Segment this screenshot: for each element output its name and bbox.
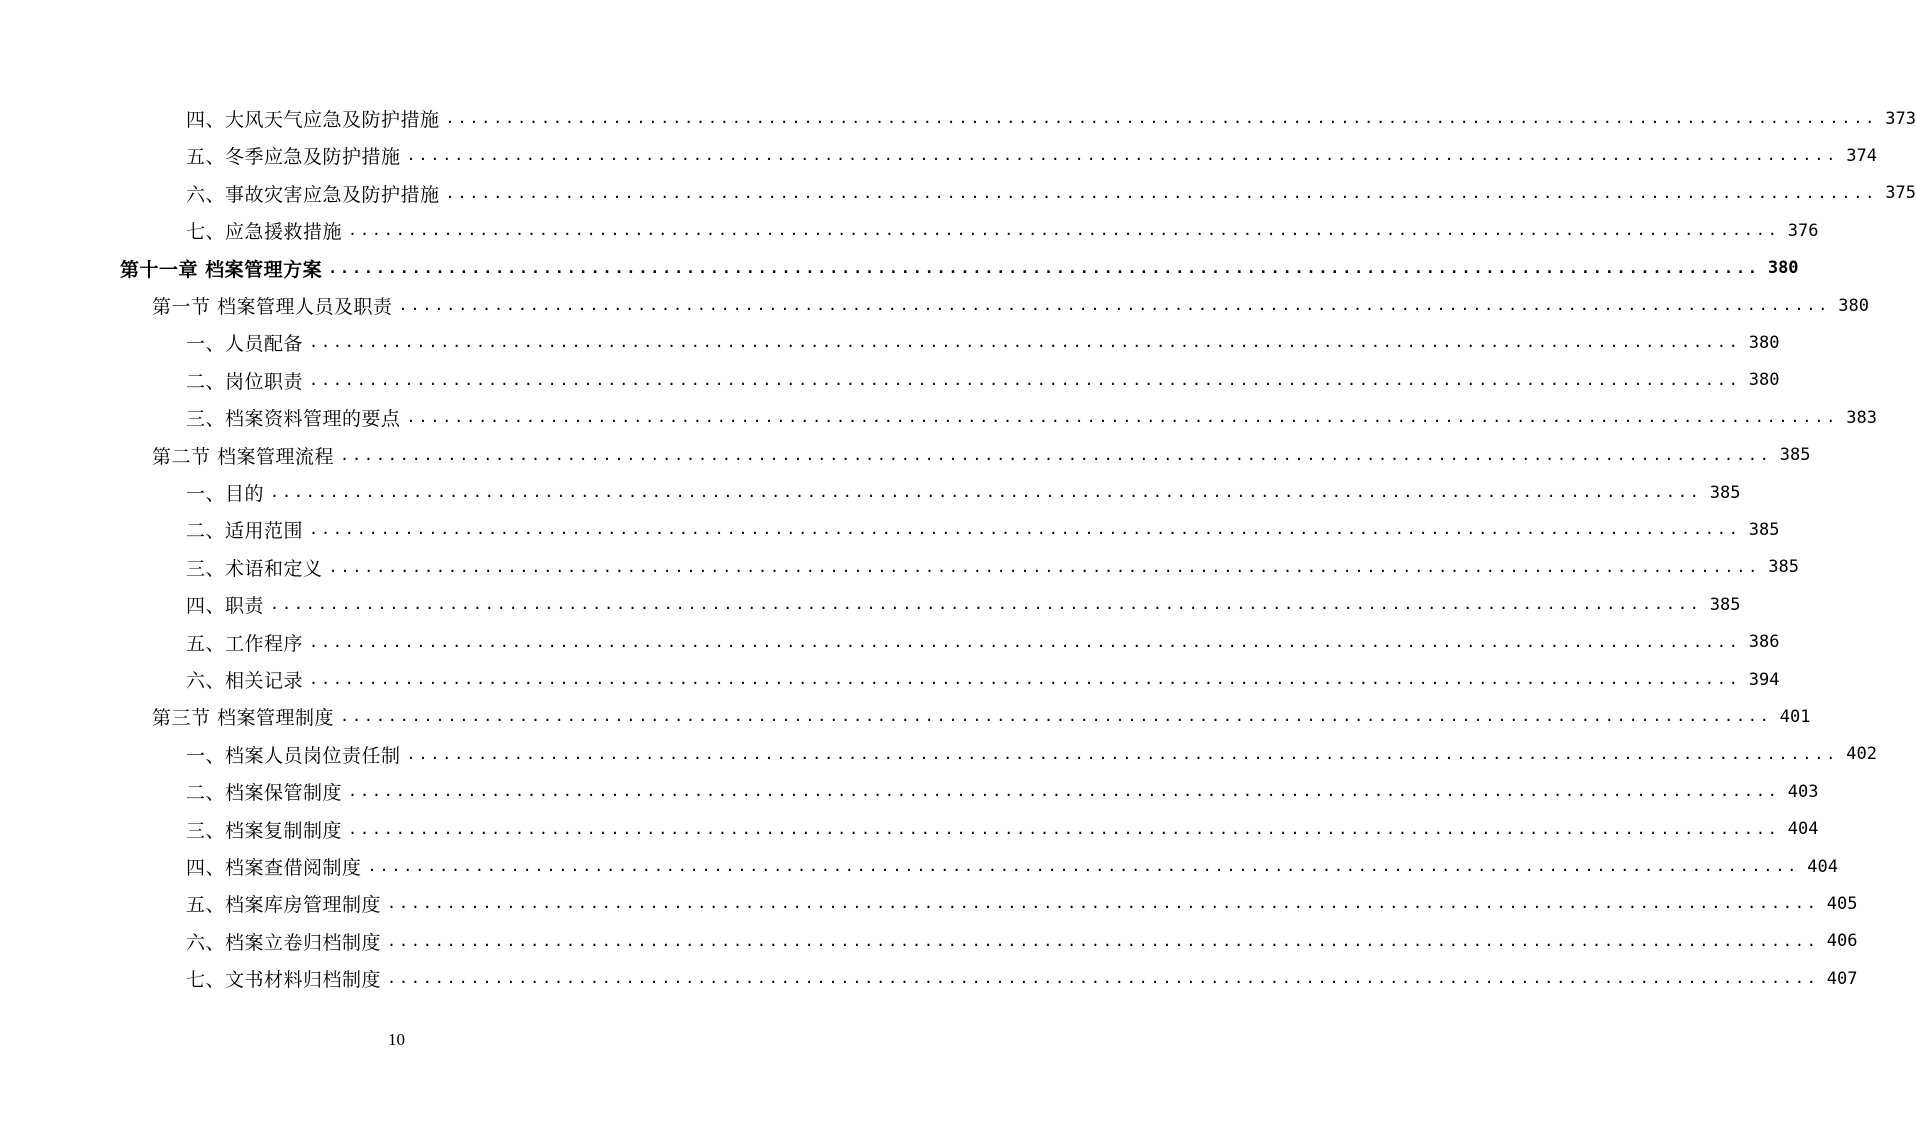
toc-entry-label: 六、档案立卷归档制度 — [186, 931, 382, 954]
toc-dot-leader: ........................................................................................................................ — [309, 670, 1741, 688]
toc-entry-page-number: 373 — [1885, 108, 1916, 129]
toc-dot-leader: ........................................................................................................................ — [348, 782, 1780, 801]
toc-entry-page-number: 376 — [1787, 220, 1819, 241]
toc-entry-label: 三、术语和定义 — [186, 557, 323, 580]
toc-entry-page-number: 385 — [1709, 482, 1741, 503]
toc-entry-label: 七、文书材料归档制度 — [186, 969, 382, 992]
toc-dot-leader: ........................................................................................................................ — [387, 931, 1819, 950]
toc-entry[interactable] — [186, 362, 1780, 399]
toc-entry-page-number: 394 — [1748, 669, 1780, 690]
toc-dot-leader: ........................................................................................................................ — [270, 483, 1702, 501]
toc-entry-page-number: 385 — [1748, 519, 1780, 540]
toc-entry-page-number: 380 — [1748, 332, 1780, 353]
toc-entry-page-number: 404 — [1787, 819, 1819, 840]
toc-dot-leader: ........................................................................................................................ — [348, 819, 1780, 838]
toc-dot-leader: ........................................................................................................................ — [309, 632, 1741, 651]
toc-entry-page-number: 403 — [1787, 781, 1819, 802]
toc-dot-leader: ........................................................................................................................ — [445, 109, 1878, 127]
toc-entry-label: 一、人员配备 — [186, 333, 304, 356]
toc-entry-page-number: 380 — [1838, 295, 1869, 316]
toc-entry[interactable] — [186, 474, 1741, 511]
toc-entry[interactable] — [186, 960, 1858, 997]
toc-dot-leader: ........................................................................................................................ — [340, 707, 1772, 726]
page-number: 10 — [388, 1030, 405, 1049]
toc-dot-leader: ........................................................................................................................ — [270, 595, 1702, 614]
toc-entry-label: 第一节 档案管理人员及职责 — [152, 296, 393, 318]
toc-entry-page-number: 374 — [1846, 145, 1877, 166]
toc-entry[interactable] — [186, 661, 1780, 698]
toc-entry-label: 五、工作程序 — [186, 632, 304, 655]
toc-dot-leader: ........................................................................................................................ — [309, 333, 1741, 352]
toc-entry-label: 二、岗位职责 — [186, 370, 304, 393]
toc-entry-page-number: 375 — [1885, 183, 1916, 204]
toc-entry[interactable] — [186, 399, 1877, 436]
toc-dot-leader: ........................................................................................................................ — [309, 370, 1741, 389]
toc-entry[interactable] — [120, 250, 1799, 287]
toc-dot-leader: ........................................................................................................................ — [445, 183, 1878, 202]
toc-entry-page-number: 404 — [1807, 856, 1838, 877]
toc-entry[interactable] — [186, 324, 1780, 361]
toc-dot-leader: ........................................................................................................................ — [309, 520, 1741, 539]
toc-entry-label: 五、档案库房管理制度 — [186, 894, 382, 917]
toc-entry-label: 六、相关记录 — [186, 670, 304, 692]
toc-entry[interactable] — [186, 549, 1799, 586]
toc-dot-leader: ........................................................................................................................ — [367, 857, 1800, 875]
toc-entry-page-number: 405 — [1826, 893, 1858, 914]
toc-entry-label: 三、档案资料管理的要点 — [186, 408, 401, 431]
toc-dot-leader: ........................................................................................................................ — [328, 258, 1760, 277]
toc-entry-page-number: 402 — [1846, 744, 1877, 765]
toc-entry-page-number: 385 — [1709, 594, 1741, 615]
toc-entry[interactable] — [186, 811, 1819, 848]
toc-entry[interactable] — [186, 848, 1838, 885]
toc-entry-label: 三、档案复制制度 — [186, 819, 343, 842]
toc-dot-leader: ........................................................................................................................ — [328, 557, 1761, 576]
toc-dot-leader: ........................................................................................................................ — [340, 445, 1772, 464]
toc-dot-leader: ........................................................................................................................ — [348, 221, 1780, 240]
toc-entry-label: 第二节 档案管理流程 — [152, 445, 335, 468]
toc-entry-label: 二、适用范围 — [186, 520, 304, 543]
toc-entry[interactable] — [152, 437, 1811, 474]
toc-entry-label: 二、档案保管制度 — [186, 782, 343, 805]
toc-entry[interactable] — [186, 923, 1858, 960]
toc-entry-page-number: 383 — [1846, 407, 1877, 428]
toc-entry-page-number: 407 — [1826, 968, 1858, 989]
toc-entry-page-number: 401 — [1779, 706, 1811, 727]
toc-entry-label: 四、大风天气应急及防护措施 — [186, 109, 440, 131]
toc-entry[interactable] — [186, 212, 1819, 249]
toc-entry[interactable] — [186, 624, 1780, 661]
toc-entry[interactable] — [152, 698, 1811, 735]
toc-entry-label: 第十一章 档案管理方案 — [120, 258, 323, 281]
toc-dot-leader: ........................................................................................................................ — [406, 744, 1839, 763]
toc-entry-page-number: 380 — [1767, 258, 1799, 279]
toc-entry-label: 六、事故灾害应急及防护措施 — [186, 183, 440, 206]
toc-entry-page-number: 380 — [1748, 370, 1780, 391]
toc-entry-label: 七、应急援救措施 — [186, 221, 343, 244]
toc-entry-label: 四、职责 — [186, 595, 265, 618]
toc-entry-page-number: 406 — [1826, 931, 1858, 952]
toc-entry[interactable] — [152, 287, 1869, 324]
toc-entry[interactable] — [186, 100, 1916, 137]
toc-entry[interactable] — [186, 736, 1877, 773]
toc-entry[interactable] — [186, 773, 1819, 810]
toc-entry[interactable] — [186, 586, 1741, 623]
toc-dot-leader: ........................................................................................................................ — [387, 969, 1819, 988]
toc-entry-page-number: 386 — [1748, 632, 1780, 653]
toc-entry[interactable] — [186, 511, 1780, 548]
toc-entry[interactable] — [186, 175, 1916, 212]
toc-entry[interactable] — [186, 885, 1858, 922]
toc-entry-label: 四、档案查借阅制度 — [186, 857, 362, 879]
toc-dot-leader: ........................................................................................................................ — [398, 296, 1831, 314]
toc-entry-page-number: 385 — [1768, 557, 1799, 578]
toc-dot-leader: ........................................................................................................................ — [387, 894, 1819, 913]
toc-dot-leader: ........................................................................................................................ — [406, 146, 1839, 165]
toc-entry-page-number: 385 — [1779, 445, 1811, 466]
toc-dot-leader: ........................................................................................................................ — [406, 408, 1839, 427]
toc-entry[interactable] — [186, 137, 1877, 174]
toc-entry-label: 一、目的 — [186, 483, 265, 505]
toc-entry-label: 五、冬季应急及防护措施 — [186, 146, 401, 169]
toc-entry-label: 一、档案人员岗位责任制 — [186, 744, 401, 767]
toc-entry-label: 第三节 档案管理制度 — [152, 707, 335, 730]
